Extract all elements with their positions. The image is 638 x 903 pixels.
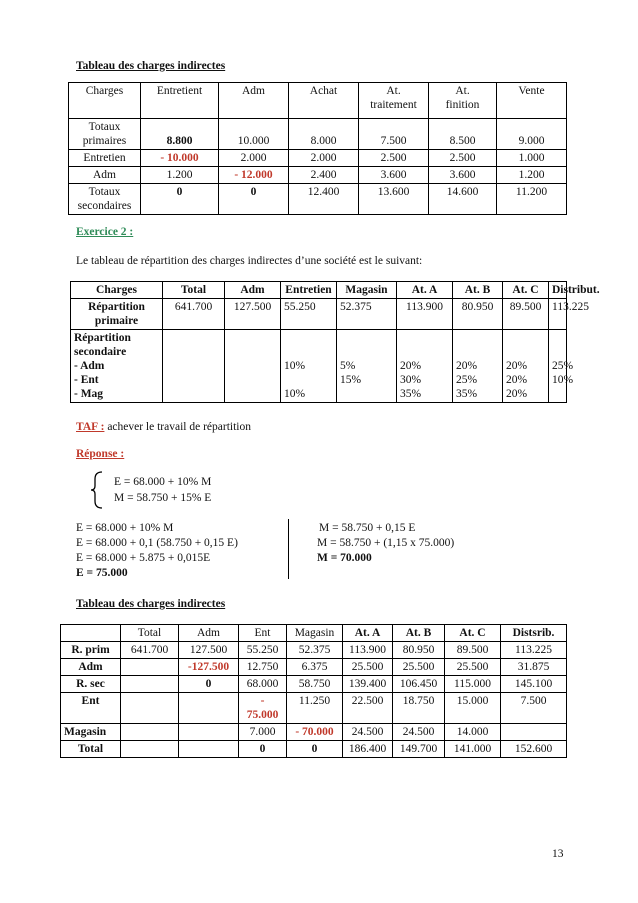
calc-left-1: E = 68.000 + 10% M bbox=[76, 522, 174, 534]
t3-cell: 24.500 bbox=[343, 724, 393, 741]
t2-cell: 20% 20% 20% bbox=[503, 330, 549, 403]
t3-cell: 113.900 bbox=[343, 642, 393, 659]
t1-cell: 0 bbox=[219, 184, 289, 215]
t2-cell: 89.500 bbox=[503, 299, 549, 330]
t3-cell: 68.000 bbox=[239, 676, 287, 693]
t2-header: Entretien bbox=[281, 282, 337, 299]
t3-cell: 18.750 bbox=[393, 693, 445, 724]
reponse-label: Réponse : bbox=[76, 448, 125, 460]
table-row bbox=[61, 693, 567, 724]
t3-cell: 113.225 bbox=[501, 642, 567, 659]
t3-cell: - 70.000 bbox=[287, 724, 343, 741]
charges-table-2 bbox=[60, 624, 567, 758]
t3-header: Distsrib. bbox=[501, 625, 567, 642]
t2-cell: 113.225 bbox=[549, 299, 567, 330]
table-row bbox=[69, 119, 567, 150]
system-equation-2: M = 58.750 + 15% E bbox=[114, 492, 212, 504]
t1-cell: 7.500 bbox=[359, 119, 429, 150]
t3-cell bbox=[179, 693, 239, 724]
t1-cell: Totaux primaires bbox=[69, 119, 141, 150]
table-row bbox=[61, 659, 567, 676]
t2-cell: 10% 10% bbox=[281, 330, 337, 403]
t1-cell: 2.500 bbox=[429, 150, 497, 167]
t3-cell: -127.500 bbox=[179, 659, 239, 676]
t1-cell: 8.800 bbox=[141, 119, 219, 150]
t2-cell: 25% 10% bbox=[549, 330, 567, 403]
separator-line bbox=[288, 519, 289, 579]
table-row bbox=[71, 299, 567, 330]
t1-cell: 8.000 bbox=[289, 119, 359, 150]
t3-header: At. C bbox=[445, 625, 501, 642]
t1-cell: 8.500 bbox=[429, 119, 497, 150]
calc-left-4: E = 75.000 bbox=[76, 567, 128, 579]
t3-cell: 0 bbox=[239, 741, 287, 758]
t1-cell: 3.600 bbox=[359, 167, 429, 184]
t1-cell: 0 bbox=[141, 184, 219, 215]
calc-left-3: E = 68.000 + 5.875 + 0,015E bbox=[76, 552, 211, 564]
t2-cell: 20% 30% 35% bbox=[397, 330, 453, 403]
t3-cell bbox=[121, 724, 179, 741]
section-title-1: Tableau des charges indirectes bbox=[76, 60, 226, 72]
t2-header: Charges bbox=[71, 282, 163, 299]
t1-cell: 2.500 bbox=[359, 150, 429, 167]
t1-header: Charges bbox=[69, 83, 141, 119]
t1-cell: 9.000 bbox=[497, 119, 567, 150]
t2-cell: 127.500 bbox=[225, 299, 281, 330]
t2-header: Magasin bbox=[337, 282, 397, 299]
t2-cell bbox=[225, 330, 281, 403]
t1-cell: 10.000 bbox=[219, 119, 289, 150]
t3-cell: 7.000 bbox=[239, 724, 287, 741]
t3-cell bbox=[121, 693, 179, 724]
t1-header: Vente bbox=[497, 83, 567, 119]
t3-cell: 106.450 bbox=[393, 676, 445, 693]
t3-cell: 127.500 bbox=[179, 642, 239, 659]
t3-header: Ent bbox=[239, 625, 287, 642]
t3-cell: 24.500 bbox=[393, 724, 445, 741]
t3-header: Adm bbox=[179, 625, 239, 642]
t3-cell: 139.400 bbox=[343, 676, 393, 693]
t2-cell: 55.250 bbox=[281, 299, 337, 330]
t1-header: At. finition bbox=[429, 83, 497, 119]
t3-cell: Adm bbox=[61, 659, 121, 676]
t3-cell: R. sec bbox=[61, 676, 121, 693]
t2-header: At. C bbox=[503, 282, 549, 299]
t3-cell: 25.500 bbox=[445, 659, 501, 676]
t1-cell: Entretien bbox=[69, 150, 141, 167]
t2-cell bbox=[163, 330, 225, 403]
t2-cell: 20% 25% 35% bbox=[453, 330, 503, 403]
t2-header: Distribut. bbox=[549, 282, 567, 299]
t3-cell: 22.500 bbox=[343, 693, 393, 724]
t2-cell: 5% 15% bbox=[337, 330, 397, 403]
t3-cell bbox=[121, 741, 179, 758]
t2-cell: 641.700 bbox=[163, 299, 225, 330]
t3-header: Total bbox=[121, 625, 179, 642]
t3-cell bbox=[121, 659, 179, 676]
t3-cell: 12.750 bbox=[239, 659, 287, 676]
t2-cell: 52.375 bbox=[337, 299, 397, 330]
t3-cell: 186.400 bbox=[343, 741, 393, 758]
t3-cell: 115.000 bbox=[445, 676, 501, 693]
t2-cell: 80.950 bbox=[453, 299, 503, 330]
t1-cell: 11.200 bbox=[497, 184, 567, 215]
repartition-table bbox=[70, 281, 600, 403]
t3-cell: 0 bbox=[287, 741, 343, 758]
table-row bbox=[61, 741, 567, 758]
exercise-title: Exercice 2 : bbox=[76, 226, 134, 238]
t2-header: At. A bbox=[397, 282, 453, 299]
t1-cell: - 12.000 bbox=[219, 167, 289, 184]
calc-left-2: E = 68.000 + 0,1 (58.750 + 0,15 E) bbox=[76, 537, 238, 549]
t3-header: At. A bbox=[343, 625, 393, 642]
calc-right-3: M = 70.000 bbox=[317, 552, 372, 564]
t1-cell: 13.600 bbox=[359, 184, 429, 215]
t1-cell: 12.400 bbox=[289, 184, 359, 215]
t1-cell: 1.200 bbox=[141, 167, 219, 184]
t3-cell: 55.250 bbox=[239, 642, 287, 659]
table-row bbox=[61, 642, 567, 659]
taf-text: achever le travail de répartition bbox=[104, 421, 251, 433]
calc-right-2: M = 58.750 + (1,15 x 75.000) bbox=[317, 537, 455, 549]
system-equation-1: E = 68.000 + 10% M bbox=[114, 476, 212, 488]
page-number: 13 bbox=[552, 848, 564, 860]
t3-cell: - 75.000 bbox=[239, 693, 287, 724]
t1-cell: 1.000 bbox=[497, 150, 567, 167]
t1-cell: 14.600 bbox=[429, 184, 497, 215]
t1-cell: Adm bbox=[69, 167, 141, 184]
taf-line bbox=[76, 421, 251, 433]
t3-cell: 7.500 bbox=[501, 693, 567, 724]
table-row bbox=[69, 184, 567, 215]
t3-cell: 25.500 bbox=[393, 659, 445, 676]
table-row bbox=[69, 167, 567, 184]
t3-cell: 58.750 bbox=[287, 676, 343, 693]
t2-cell: Répartition primaire bbox=[71, 299, 163, 330]
t3-cell: 15.000 bbox=[445, 693, 501, 724]
t1-cell: 2.000 bbox=[289, 150, 359, 167]
t3-cell: 89.500 bbox=[445, 642, 501, 659]
section-title-2: Tableau des charges indirectes bbox=[76, 598, 226, 610]
t3-cell: 52.375 bbox=[287, 642, 343, 659]
t3-cell: 6.375 bbox=[287, 659, 343, 676]
t3-cell: 31.875 bbox=[501, 659, 567, 676]
t3-cell: 141.000 bbox=[445, 741, 501, 758]
t1-header: Achat bbox=[289, 83, 359, 119]
t3-cell: 149.700 bbox=[393, 741, 445, 758]
t3-cell: Total bbox=[61, 741, 121, 758]
t1-cell: 3.600 bbox=[429, 167, 497, 184]
t3-cell: 0 bbox=[179, 676, 239, 693]
t2-cell: Répartition secondaire - Adm - Ent - Mag bbox=[71, 330, 163, 403]
t1-cell: 2.400 bbox=[289, 167, 359, 184]
t1-cell: 1.200 bbox=[497, 167, 567, 184]
t3-cell: 11.250 bbox=[287, 693, 343, 724]
t1-header: Adm bbox=[219, 83, 289, 119]
t3-cell: R. prim bbox=[61, 642, 121, 659]
t3-cell: 641.700 bbox=[121, 642, 179, 659]
t2-header: Adm bbox=[225, 282, 281, 299]
table-row bbox=[61, 676, 567, 693]
t3-cell: 80.950 bbox=[393, 642, 445, 659]
t3-cell bbox=[179, 724, 239, 741]
charges-table-1 bbox=[68, 82, 567, 215]
brace-icon bbox=[90, 471, 104, 509]
calc-right-1: M = 58.750 + 0,15 E bbox=[319, 522, 416, 534]
t3-cell: 145.100 bbox=[501, 676, 567, 693]
t3-cell bbox=[501, 724, 567, 741]
t2-header: Total bbox=[163, 282, 225, 299]
t3-header bbox=[61, 625, 121, 642]
table-row bbox=[69, 150, 567, 167]
t1-cell: 2.000 bbox=[219, 150, 289, 167]
table-row bbox=[61, 724, 567, 741]
t3-cell bbox=[179, 741, 239, 758]
t1-cell: Totaux secondaires bbox=[69, 184, 141, 215]
taf-label: TAF : bbox=[76, 421, 105, 433]
t1-cell: - 10.000 bbox=[141, 150, 219, 167]
t2-cell: 113.900 bbox=[397, 299, 453, 330]
t3-cell: 152.600 bbox=[501, 741, 567, 758]
t3-cell: Ent bbox=[61, 693, 121, 724]
t1-header: Entretient bbox=[141, 83, 219, 119]
exercise-text: Le tableau de répartition des charges indirectes d’une société est le suivant: bbox=[76, 255, 423, 267]
t1-header: At. traitement bbox=[359, 83, 429, 119]
t3-header: Magasin bbox=[287, 625, 343, 642]
t3-cell: 25.500 bbox=[343, 659, 393, 676]
t3-cell: Magasin bbox=[61, 724, 121, 741]
t3-header: At. B bbox=[393, 625, 445, 642]
t2-header: At. B bbox=[453, 282, 503, 299]
t3-cell: 14.000 bbox=[445, 724, 501, 741]
table-row bbox=[71, 330, 567, 403]
t3-cell bbox=[121, 676, 179, 693]
